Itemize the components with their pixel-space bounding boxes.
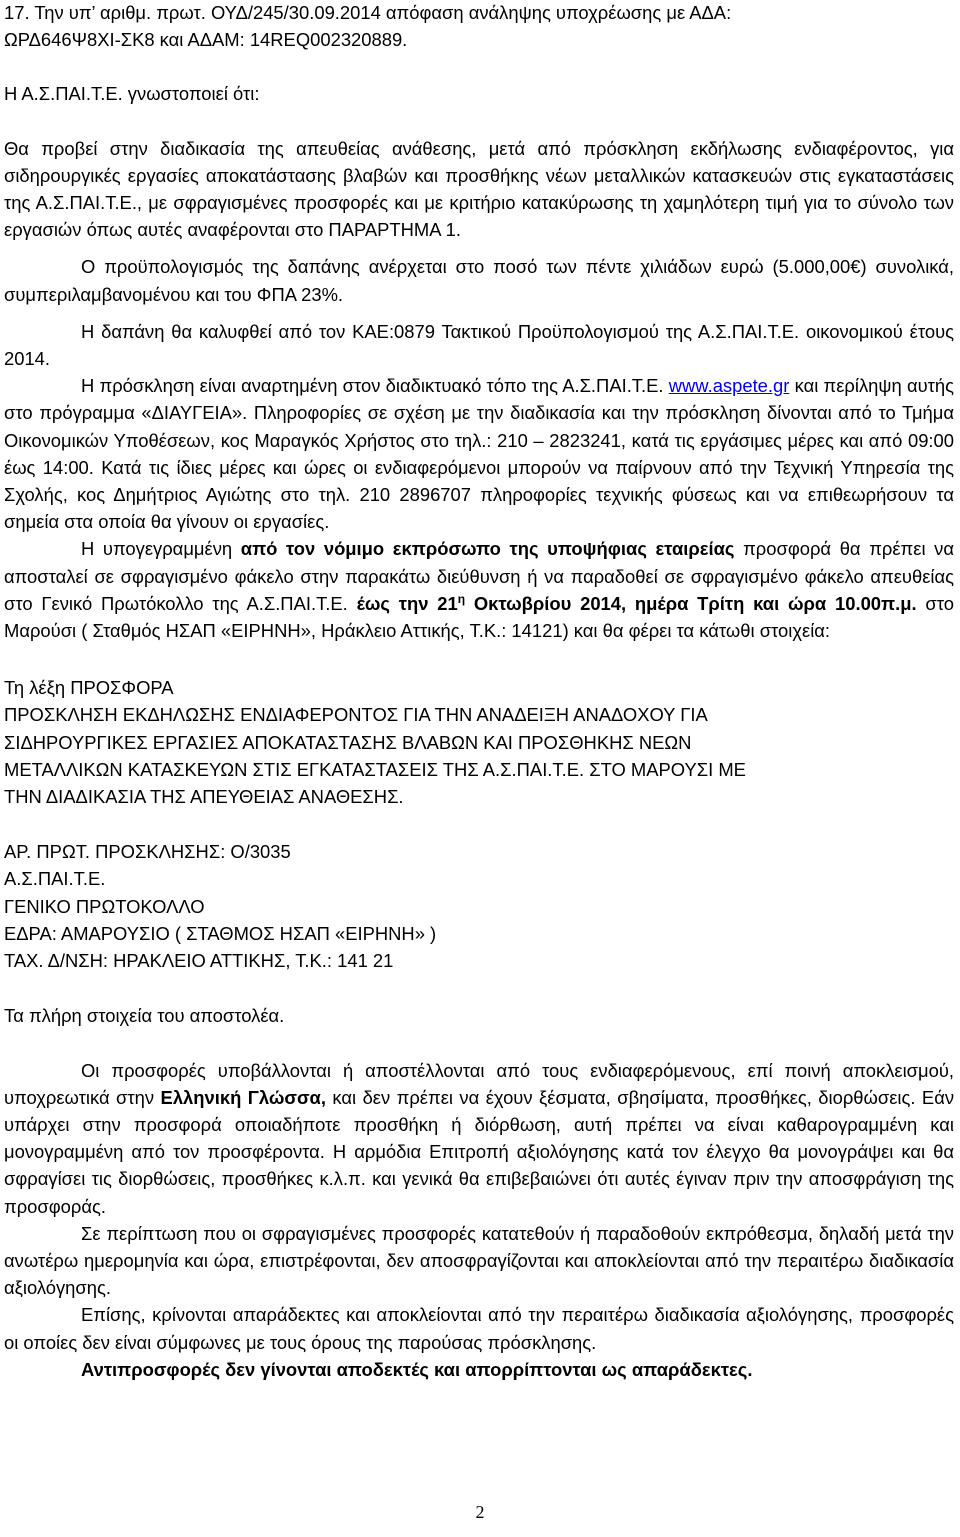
paragraph-publication-info (4, 372, 954, 535)
envelope-label-line: Τη λέξη ΠΡΟΣΦΟΡΑ (4, 677, 174, 699)
submission-text-1: Η υπογεγραμμένη (81, 538, 241, 560)
address-line: ΓΕΝΙΚΟ ΠΡΩΤΟΚΟΛΛΟ (4, 895, 205, 917)
aspete-website-link[interactable]: www.aspete.gr (668, 375, 790, 397)
language-text-1: Οι προσφορές υποβάλλονται ή αποστέλλονται από τους ενδιαφερόμενους, επί ποινή αποκλεισμού, υποχρεωτικά στην (4, 1059, 954, 1108)
decision-reference-line-1: 17. Την υπ’ αριθμ. πρωτ. ΟΥΔ/245/30.09.2014 απόφαση ανάληψης υποχρέωσης με ΑΔΑ: (4, 2, 732, 23)
envelope-label-line: ΣΙΔΗΡΟΥΡΓΙΚΕΣ ΕΡΓΑΣΙΕΣ ΑΠΟΚΑΤΑΣΤΑΣΗΣ ΒΛΑΒΩΝ ΚΑΙ ΠΡΟΣΘΗΚΗΣ ΝΕΩΝ (4, 731, 692, 753)
greek-language-emphasis: Ελληνική Γλώσσα, (160, 1086, 326, 1108)
deadline-date-time: Οκτωβρίου 2014, ημέρα Τρίτη και ώρα 10.00π.μ. (465, 592, 917, 614)
counteroffers-emphasis: Αντιπροσφορές δεν γίνονται αποδεκτές και απορρίπτονται ως απαράδεκτες. (81, 1358, 753, 1380)
decision-reference-line-2: ΩΡΔ646Ψ8ΧΙ-ΣΚ8 και ΑΔΑΜ: 14REQ002320889. (4, 29, 408, 51)
paragraph-expense-code: Η δαπάνη θα καλυφθεί από τον ΚΑΕ:0879 Τακτικού Προϋπολογισμού της Α.Σ.ΠΑΙ.Τ.Ε. οικονομικού έτους 2014. (4, 320, 954, 370)
deadline-emphasis (357, 593, 917, 614)
ordinal-suffix: η (457, 591, 466, 606)
paragraph-direct-assignment: Θα προβεί στην διαδικασία της απευθείας ανάθεσης, μετά από πρόσκληση εκδήλωσης ενδιαφέροντος, για σιδηρουργικές εργασίες αποκατάστασης βλαβών και προσθήκης νέων μεταλλικών κατασκευών στις εγκαταστάσεις της Α.Σ.ΠΑΙ.Τ.Ε., με σφραγισμένες προσφορές και με κριτήριο κατακύρωσης τη χαμηλότερη τιμή για το σύνολο των εργασιών όπως αυτές αναφέρονται στο ΠΑΡΑΡΤΗΜΑ 1. (4, 137, 954, 241)
legal-representative-emphasis: από τον νόμιμο εκπρόσωπο της υποψήφιας εταιρείας (240, 538, 735, 560)
address-line: Α.Σ.ΠΑΙ.Τ.Ε. (4, 868, 106, 890)
submission-location-text: στο Μαρούσι ( Σταθμός ΗΣΑΠ «ΕΙΡΗΝΗ», Ηράκλειο Αττικής, Τ.Κ.: 14121) και θα φέρει τα κάτωθι στοιχεία: (4, 592, 954, 642)
contact-info-text: και περίληψη αυτής στο πρόγραμμα «ΔΙΑΥΓΕΙΑ». Πληροφορίες σε σχέση με την διαδικασία και την πρόσκληση δίνονται από το Τμήμα Οικονομικών Υποθέσεων, κος Μαραγκός Χρήστος στο τηλ.: 210 – 2823241, κατά τις εργάσιμες μέρες και από 09:00 έως 14:00. Κατά τις ίδιες μέρες και ώρες οι ενδιαφερόμενοι μπορούν να παίρνουν από την Τεχνική Υπηρεσία της Σχολής, κος Δημήτριος Αγιώτης στο τηλ. 210 2896707 πληροφορίες τεχνικής φύσεως και να επιθεωρήσουν τα σημεία στα οποία θα γίνουν οι εργασίες. (4, 375, 954, 533)
language-text-2: και δεν πρέπει να έχουν ξέσματα, σβησίματα, προσθήκες, διορθώσεις. Εάν υπάρχει στην προσφορά οποιαδήποτε προσθήκη ή διόρθωση, αυτή πρέπει να είναι καθαρογραμμένη και μονογραμμένη από τον προσφέροντα. Η αρμόδια Επιτροπή αξιολόγησης κατά τον έλεγχο θα μονογράψει και θα σφραγίσει τις διορθώσεις, προσθήκες κ.λ.π. και γενικά θα επιβεβαιώνει ότι αυτές έγιναν πριν την αποσφράγιση της προσφοράς. (4, 1086, 955, 1217)
deadline-day: έως την 21 (356, 592, 458, 614)
address-line: ΑΡ. ΠΡΩΤ. ΠΡΟΣΚΛΗΣΗΣ: Ο/3035 (4, 841, 291, 863)
address-line: ΤΑΧ. Δ/ΝΣΗ: ΗΡΑΚΛΕΙΟ ΑΤΤΙΚΗΣ, Τ.Κ.: 141 21 (4, 950, 394, 972)
publication-text: Η πρόσκληση είναι αναρτημένη στον διαδικτυακό τόπο της Α.Σ.ΠΑΙ.Τ.Ε. (81, 375, 664, 397)
paragraph-submission-deadline (4, 535, 954, 644)
paragraph-counteroffers (4, 1356, 954, 1383)
address-line: ΕΔΡΑ: ΑΜΑΡΟΥΣΙΟ ( ΣΤΑΘΜΟΣ ΗΣΑΠ «ΕΙΡΗΝΗ» ) (4, 922, 437, 944)
paragraph-nonconforming-offers: Επίσης, κρίνονται απαράδεκτες και αποκλείονται από την περαιτέρω διαδικασία αξιολόγησης, προσφορές οι οποίες δεν είναι σύμφωνες με τους όρους της παρούσας πρόσκλησης. (4, 1304, 954, 1353)
document-page (4, 0, 954, 1383)
paragraph-budget: Ο προϋπολογισμός της δαπάνης ανέρχεται στο ποσό των πέντε χιλιάδων ευρώ (5.000,00€) συνολικά, συμπεριλαμβανομένου και του ΦΠΑ 23%. (4, 256, 954, 305)
submission-text-2: προσφορά θα πρέπει να αποσταλεί σε σφραγισμένο φάκελο στην παρακάτω διεύθυνση ή να παραδοθεί σε σφραγισμένο φάκελο απευθείας στο Γενικό Πρωτόκολλο της Α.Σ.ΠΑΙ.Τ.Ε. (4, 538, 954, 614)
page-number: 2 (475, 1502, 485, 1522)
envelope-label-block (4, 674, 954, 810)
recipient-address-block (4, 838, 954, 974)
intro-announcement: Η Α.Σ.ΠΑΙ.Τ.Ε. γνωστοποιεί ότι: (4, 83, 260, 105)
paragraph-greek-language (4, 1057, 954, 1220)
sender-details-line: Τα πλήρη στοιχεία του αποστολέα. (4, 1005, 285, 1027)
envelope-label-line: ΤΗΝ ΔΙΑΔΙΚΑΣΙΑ ΤΗΣ ΑΠΕΥΘΕΙΑΣ ΑΝΑΘΕΣΗΣ. (4, 786, 404, 808)
paragraph-late-offers: Σε περίπτωση που οι σφραγισμένες προσφορές κατατεθούν ή παραδοθούν εκπρόθεσμα, δηλαδή μετά την ανωτέρω ημερομηνία και ώρα, επιστρέφονται, δεν αποσφραγίζονται και αποκλείονται από την περαιτέρω διαδικασία αξιολόγησης. (4, 1222, 954, 1299)
envelope-label-line: ΜΕΤΑΛΛΙΚΩΝ ΚΑΤΑΣΚΕΥΩΝ ΣΤΙΣ ΕΓΚΑΤΑΣΤΑΣΕΙΣ ΤΗΣ Α.Σ.ΠΑΙ.Τ.Ε. ΣΤΟ ΜΑΡΟΥΣΙ ΜΕ (4, 758, 746, 780)
envelope-label-line: ΠΡΟΣΚΛΗΣΗ ΕΚΔΗΛΩΣΗΣ ΕΝΔΙΑΦΕΡΟΝΤΟΣ ΓΙΑ ΤΗΝ ΑΝΑΔΕΙΞΗ ΑΝΑΔΟΧΟΥ ΓΙΑ (4, 704, 708, 726)
